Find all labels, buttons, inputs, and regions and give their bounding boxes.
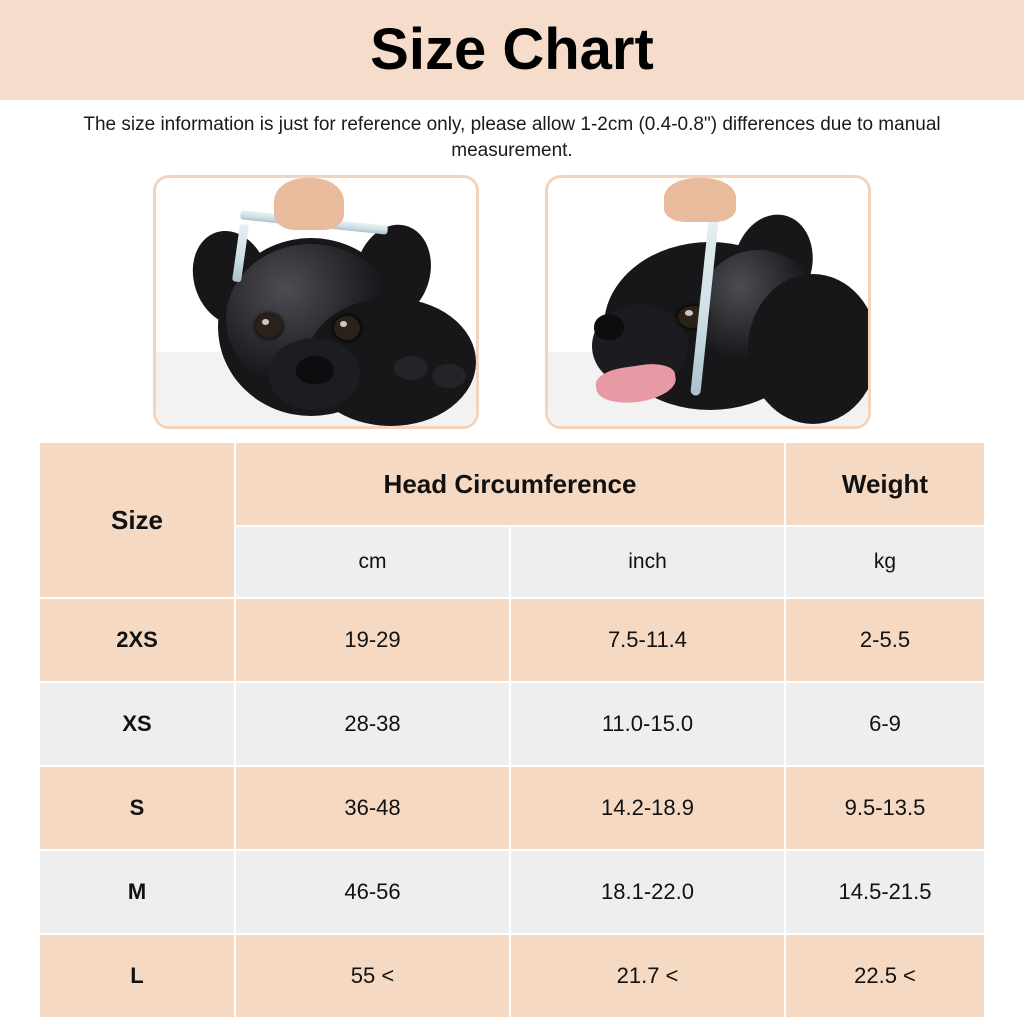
dog-nose (296, 356, 334, 384)
cell-size: S (39, 766, 235, 850)
human-hand (664, 178, 736, 222)
cell-cm: 55 < (235, 934, 510, 1018)
table-row (39, 598, 985, 682)
photo-row (0, 175, 1024, 429)
photo-illustration (156, 178, 476, 426)
header-unit-inch: inch (510, 526, 785, 598)
measurement-disclaimer: The size information is just for reference only, please allow 1-2cm (0.4-0.8") differences due to manual measurement. (83, 114, 941, 161)
header-unit-kg: kg (785, 526, 985, 598)
dog-head-measure-side-photo (545, 175, 871, 429)
header-size: Size (39, 442, 235, 598)
human-hand (274, 178, 344, 230)
cell-inch: 14.2-18.9 (510, 766, 785, 850)
header-head-circumference: Head Circumference (235, 442, 785, 526)
cell-cm: 28-38 (235, 682, 510, 766)
cell-kg: 2-5.5 (785, 598, 985, 682)
size-table (38, 441, 986, 1019)
table-header-row-1 (39, 442, 985, 526)
title-bar (0, 0, 1024, 100)
page-title: Size Chart (370, 17, 654, 82)
dog-body (748, 274, 868, 424)
dog-nose (594, 314, 624, 340)
cell-kg: 9.5-13.5 (785, 766, 985, 850)
cell-size: XS (39, 682, 235, 766)
dog-head-measure-top-photo (153, 175, 479, 429)
table-row (39, 682, 985, 766)
header-unit-cm: cm (235, 526, 510, 598)
cell-size: L (39, 934, 235, 1018)
cell-kg: 14.5-21.5 (785, 850, 985, 934)
cell-cm: 19-29 (235, 598, 510, 682)
cell-size: M (39, 850, 235, 934)
size-table-wrapper (38, 441, 986, 1019)
cell-size: 2XS (39, 598, 235, 682)
cell-kg: 22.5 < (785, 934, 985, 1018)
cell-cm: 46-56 (235, 850, 510, 934)
table-row (39, 934, 985, 1018)
table-row (39, 850, 985, 934)
cell-kg: 6-9 (785, 682, 985, 766)
header-weight: Weight (785, 442, 985, 526)
cell-inch: 18.1-22.0 (510, 850, 785, 934)
cell-cm: 36-48 (235, 766, 510, 850)
cell-inch: 7.5-11.4 (510, 598, 785, 682)
photo-illustration (548, 178, 868, 426)
cell-inch: 21.7 < (510, 934, 785, 1018)
cell-inch: 11.0-15.0 (510, 682, 785, 766)
table-row (39, 766, 985, 850)
